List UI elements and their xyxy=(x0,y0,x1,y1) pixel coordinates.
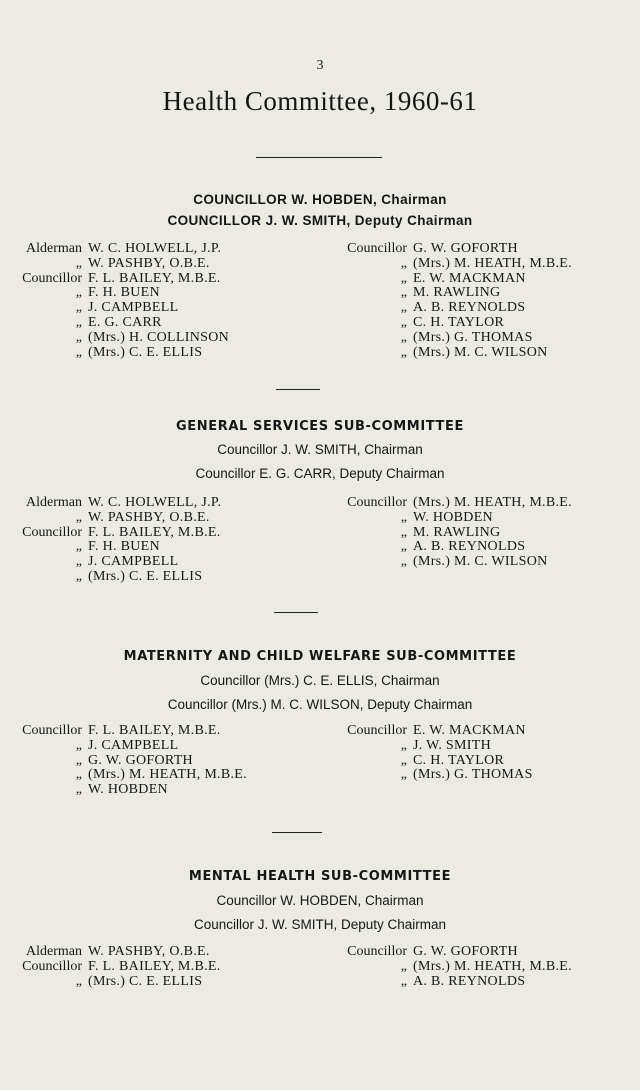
member-name: W. C. HOLWELL, J.P. xyxy=(88,495,222,510)
member-title: „ xyxy=(400,329,407,345)
member-name: (Mrs.) M. HEATH, M.B.E. xyxy=(413,255,572,271)
member-row xyxy=(326,768,533,783)
member-row xyxy=(326,496,572,511)
member-name: G. W. GOFORTH xyxy=(413,241,518,256)
member-title: „ xyxy=(75,329,82,345)
mental-health-chairman: Councillor W. HOBDEN, Chairman xyxy=(216,893,424,908)
member-title: „ xyxy=(75,752,82,768)
member-title: Councillor xyxy=(347,723,407,738)
member-name: E. W. MACKMAN xyxy=(413,723,526,738)
member-row xyxy=(326,960,572,975)
member-row xyxy=(0,511,221,526)
general-services-members-left xyxy=(0,496,221,585)
mental-health-heading: MENTAL HEALTH SUB-COMMITTEE xyxy=(188,869,452,884)
member-title: „ xyxy=(400,767,407,783)
section-divider xyxy=(272,832,322,833)
member-name: C. H. TAYLOR xyxy=(413,314,505,330)
member-name: (Mrs.) M. C. WILSON xyxy=(413,554,548,570)
member-title: „ xyxy=(400,524,407,540)
member-name: E. W. MACKMAN xyxy=(413,270,526,286)
member-row xyxy=(0,570,221,585)
member-title: Councillor xyxy=(22,958,82,974)
member-name: (Mrs.) C. E. ELLIS xyxy=(88,568,203,584)
member-row xyxy=(0,960,221,975)
committee-deputy-chairman: COUNCILLOR J. W. SMITH, Deputy Chairman xyxy=(167,213,473,228)
section-divider xyxy=(276,389,320,390)
member-name: (Mrs.) M. HEATH, M.B.E. xyxy=(413,495,572,510)
member-row xyxy=(326,555,572,570)
member-title: „ xyxy=(75,568,82,584)
member-name: G. W. GOFORTH xyxy=(88,752,193,768)
member-name: F. L. BAILEY, M.B.E. xyxy=(88,958,221,974)
member-name: (Mrs.) G. THOMAS xyxy=(413,767,533,783)
member-row xyxy=(326,257,572,272)
member-name: C. H. TAYLOR xyxy=(413,752,505,768)
member-title: „ xyxy=(75,509,82,525)
member-row xyxy=(0,496,221,511)
member-title: Alderman xyxy=(26,944,82,959)
title-rule xyxy=(256,157,382,158)
mental-health-members-right xyxy=(326,945,572,989)
member-name: W. HOBDEN xyxy=(413,509,493,525)
page-number: 3 xyxy=(316,58,324,73)
member-name: (Mrs.) G. THOMAS xyxy=(413,329,533,345)
member-name: W. PASHBY, O.B.E. xyxy=(88,944,210,959)
member-title: „ xyxy=(75,344,82,360)
general-services-deputy-chairman: Councillor E. G. CARR, Deputy Chairman xyxy=(195,466,445,481)
member-title: „ xyxy=(400,270,407,286)
member-name: E. G. CARR xyxy=(88,314,162,330)
member-name: J. CAMPBELL xyxy=(88,554,179,570)
committee-members-right xyxy=(326,242,572,360)
member-name: A. B. REYNOLDS xyxy=(413,973,526,989)
member-name: J. CAMPBELL xyxy=(88,737,179,753)
member-title: „ xyxy=(75,554,82,570)
member-row xyxy=(0,257,229,272)
member-row xyxy=(0,346,229,361)
maternity-chairman: Councillor (Mrs.) C. E. ELLIS, Chairman xyxy=(200,673,440,688)
member-row xyxy=(326,739,533,754)
member-name: M. RAWLING xyxy=(413,524,501,540)
member-title: „ xyxy=(400,539,407,555)
member-row xyxy=(0,242,229,257)
member-row xyxy=(326,346,572,361)
general-services-chairman: Councillor J. W. SMITH, Chairman xyxy=(217,442,423,457)
member-row xyxy=(0,724,247,739)
member-title: „ xyxy=(400,752,407,768)
member-name: F. L. BAILEY, M.B.E. xyxy=(88,524,221,540)
member-row xyxy=(0,272,229,287)
member-row xyxy=(326,511,572,526)
member-title: Councillor xyxy=(347,241,407,256)
member-title: Alderman xyxy=(26,241,82,256)
maternity-deputy-chairman: Councillor (Mrs.) M. C. WILSON, Deputy Chairman xyxy=(167,697,473,712)
member-title: Councillor xyxy=(347,944,407,959)
member-title: „ xyxy=(400,509,407,525)
member-title: Councillor xyxy=(22,524,82,540)
member-row xyxy=(326,526,572,541)
member-name: J. CAMPBELL xyxy=(88,300,179,316)
member-title: Councillor xyxy=(22,270,82,286)
general-services-members-right xyxy=(326,496,572,570)
member-row xyxy=(0,526,221,541)
member-row xyxy=(326,272,572,287)
member-title: „ xyxy=(75,285,82,301)
member-title: Councillor xyxy=(347,495,407,510)
member-name: G. W. GOFORTH xyxy=(413,944,518,959)
member-name: W. PASHBY, O.B.E. xyxy=(88,509,210,525)
member-row xyxy=(326,540,572,555)
member-name: (Mrs.) M. C. WILSON xyxy=(413,344,548,360)
maternity-heading: MATERNITY AND CHILD WELFARE SUB-COMMITTEE xyxy=(123,649,517,664)
member-row xyxy=(0,286,229,301)
maternity-members-left xyxy=(0,724,247,798)
member-title: „ xyxy=(400,344,407,360)
member-row xyxy=(326,301,572,316)
member-name: W. HOBDEN xyxy=(88,782,168,798)
general-services-heading: GENERAL SERVICES SUB-COMMITTEE xyxy=(176,419,464,434)
member-title: „ xyxy=(400,300,407,316)
member-row xyxy=(0,739,247,754)
member-title: „ xyxy=(75,255,82,271)
committee-chairman: COUNCILLOR W. HOBDEN, Chairman xyxy=(193,192,447,207)
member-row xyxy=(326,286,572,301)
member-row xyxy=(0,945,221,960)
member-title: „ xyxy=(400,285,407,301)
member-title: „ xyxy=(75,539,82,555)
committee-members-left xyxy=(0,242,229,360)
member-row xyxy=(326,975,572,990)
member-title: „ xyxy=(400,314,407,330)
member-title: „ xyxy=(75,767,82,783)
member-name: (Mrs.) M. HEATH, M.B.E. xyxy=(413,958,572,974)
member-row xyxy=(326,316,572,331)
member-name: W. C. HOLWELL, J.P. xyxy=(88,241,222,256)
member-row xyxy=(0,555,221,570)
member-name: F. L. BAILEY, M.B.E. xyxy=(88,270,221,286)
member-name: A. B. REYNOLDS xyxy=(413,539,526,555)
member-title: „ xyxy=(75,973,82,989)
member-name: F. H. BUEN xyxy=(88,539,160,555)
member-title: „ xyxy=(75,314,82,330)
member-row xyxy=(326,945,572,960)
member-title: „ xyxy=(400,958,407,974)
member-row xyxy=(0,540,221,555)
member-row xyxy=(0,301,229,316)
member-title: „ xyxy=(75,300,82,316)
member-title: „ xyxy=(400,554,407,570)
member-name: F. H. BUEN xyxy=(88,285,160,301)
member-row xyxy=(326,754,533,769)
member-row xyxy=(326,331,572,346)
member-name: J. W. SMITH xyxy=(413,737,491,753)
member-row xyxy=(0,783,247,798)
member-title: „ xyxy=(400,737,407,753)
member-row xyxy=(0,316,229,331)
member-title: „ xyxy=(75,782,82,798)
member-name: (Mrs.) H. COLLINSON xyxy=(88,329,230,345)
page-title: Health Committee, 1960-61 xyxy=(162,86,478,116)
member-row xyxy=(0,331,229,346)
mental-health-members-left xyxy=(0,945,221,989)
member-title: Councillor xyxy=(22,723,82,738)
maternity-members-right xyxy=(326,724,533,783)
member-title: „ xyxy=(400,255,407,271)
member-name: W. PASHBY, O.B.E. xyxy=(88,255,210,271)
member-row xyxy=(326,724,533,739)
member-name: (Mrs.) M. HEATH, M.B.E. xyxy=(88,767,247,783)
member-title: Alderman xyxy=(26,495,82,510)
section-divider xyxy=(274,612,318,613)
member-row xyxy=(0,975,221,990)
member-name: A. B. REYNOLDS xyxy=(413,300,526,316)
member-title: „ xyxy=(400,973,407,989)
mental-health-deputy-chairman: Councillor J. W. SMITH, Deputy Chairman xyxy=(193,917,447,932)
member-name: (Mrs.) C. E. ELLIS xyxy=(88,344,203,360)
member-row xyxy=(0,754,247,769)
member-name: (Mrs.) C. E. ELLIS xyxy=(88,973,203,989)
member-row xyxy=(326,242,572,257)
member-name: M. RAWLING xyxy=(413,285,501,301)
member-title: „ xyxy=(75,737,82,753)
member-row xyxy=(0,768,247,783)
member-name: F. L. BAILEY, M.B.E. xyxy=(88,723,221,738)
